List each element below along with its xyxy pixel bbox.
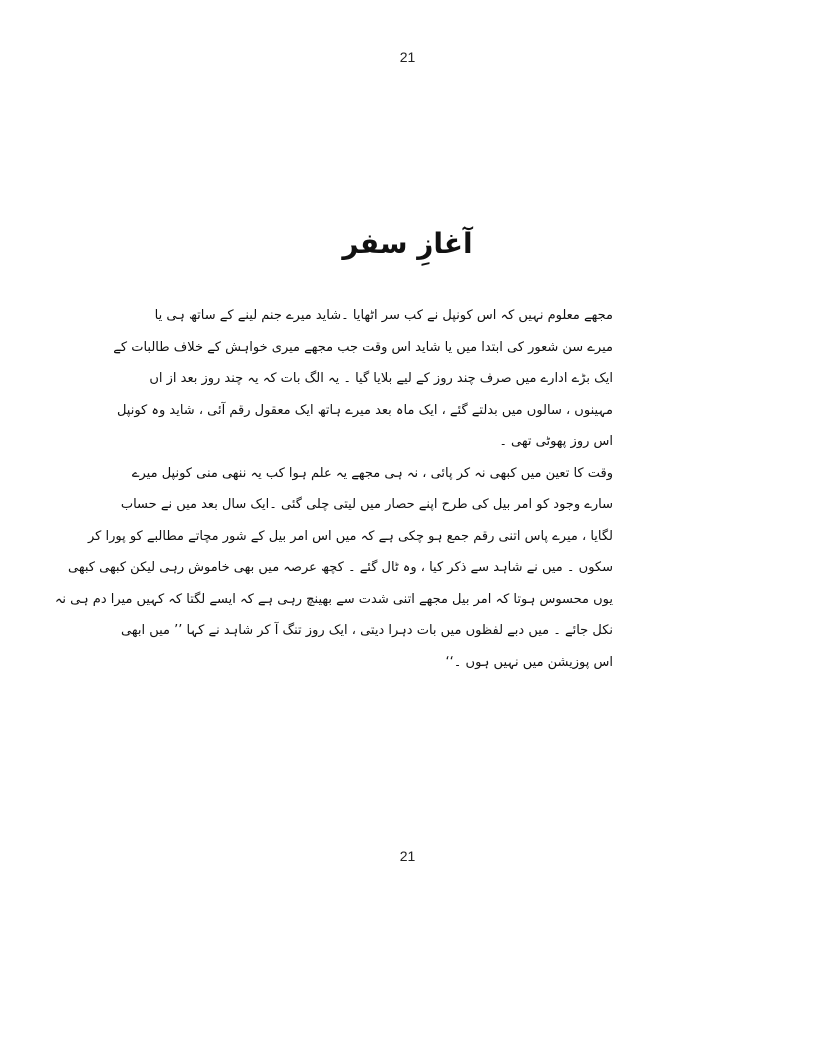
text-line: اس پوزیشن میں نہیں ہوں ۔‘‘: [445, 654, 613, 670]
page-number-bottom: 21: [399, 848, 416, 864]
text-line: اس روز پھوٹی تھی ۔: [499, 434, 613, 449]
text-line: یوں محسوس ہوتا کہ امر بیل مجھے اتنی شدت سے بھینچ رہی ہے کہ ایسے لگتا کہ کہیں میرا دم ہی نہ: [54, 591, 613, 607]
text-line: سکوں ۔ میں نے شاہد سے ذکر کیا ، وہ ٹال گئے ۔ کچھ عرصہ میں بھی خاموش رہی لیکن کبھی کبھی: [68, 560, 613, 575]
text-line: سارے وجود کو امر بیل کی طرح اپنے حصار میں لیتی چلی گئی ۔ایک سال بعد میں نے حساب: [120, 497, 613, 512]
text-line: نکل جائے ۔ میں دبے لفظوں میں بات دہرا دیتی ، ایک روز تنگ آ کر شاہد نے کہا ’’ میں ابھی: [121, 623, 613, 638]
text-line: میرے سن شعور کی ابتدا میں یا شاید اس وقت جب مجھے میری خواہش کے خلاف طالبات کے: [113, 339, 613, 355]
body-text: [54, 300, 613, 678]
page-number-top: 21: [399, 49, 416, 65]
chapter-title: آغازِ سفر: [342, 227, 473, 260]
text-line: مجھے معلوم نہیں کہ اس کونپل نے کب سر اٹھایا ۔شاید میرے جنم لینے کے ساتھ ہی یا: [154, 308, 613, 323]
text-line: مہینوں ، سالوں میں بدلتے گئے ، ایک ماہ بعد میرے ہاتھ ایک معقول رقم آئی ، شاید وہ کونپل: [116, 402, 613, 418]
text-line: ایک بڑے ادارے میں صرف چند روز کے لیے بلایا گیا ۔ یہ الگ بات کہ یہ چند روز بعد از اں: [149, 371, 613, 386]
text-line: لگایا ، میرے پاس اتنی رقم جمع ہو چکی ہے کہ میں اس امر بیل کے شور مچاتے مطالبے کو پورا کر: [87, 528, 613, 544]
text-line: وقت کا تعین میں کبھی نہ کر پائی ، نہ ہی مجھے یہ علم ہوا کب یہ ننھی منی کونپل میرے: [131, 465, 613, 481]
